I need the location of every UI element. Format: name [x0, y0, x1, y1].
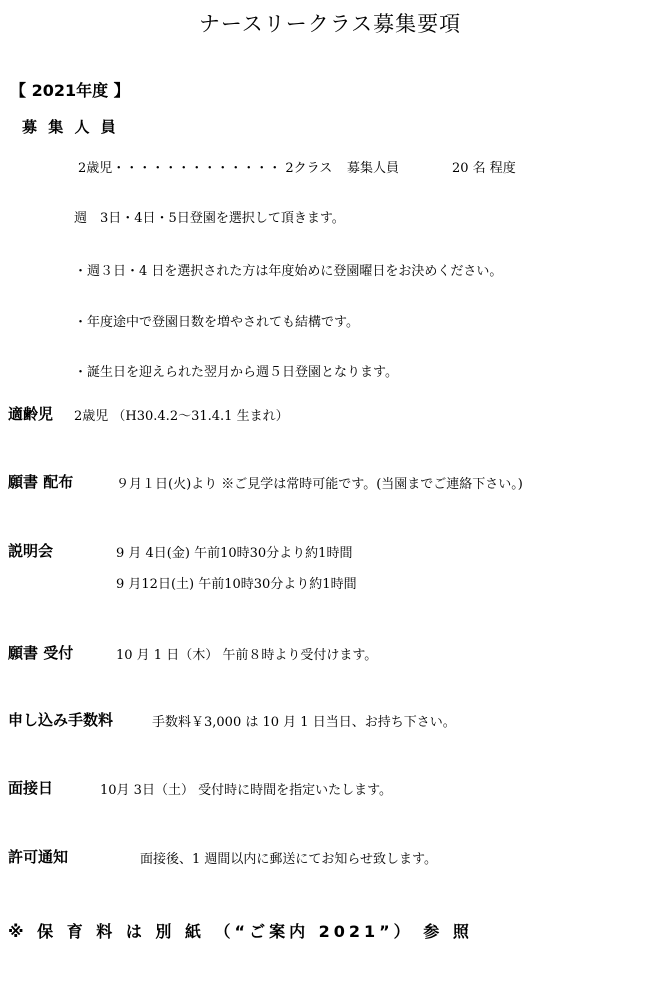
interview-label: 面接日	[8, 779, 54, 797]
application-distribution-label: 願書 配布	[8, 473, 74, 491]
briefing-session: 9 月12日(土) 午前10時30分より約1時間	[116, 577, 357, 592]
fee-value: 手数料￥3,000 は 10 月 1 日当日、お持ち下さい。	[152, 715, 456, 730]
page-title: ナースリークラス募集要項	[198, 12, 462, 36]
recruit-note: ・年度途中で登園日数を増やされても結構です。	[74, 315, 359, 330]
briefing-session: 9 月 4日(金) 午前10時30分より約1時間	[116, 546, 353, 561]
fee-label: 申し込み手数料	[8, 711, 114, 729]
recruit-count-label: 募集人員	[347, 161, 400, 176]
application-distribution-value: ９月１日(火)より ※ご見学は常時可能です。(当園までご連絡下さい。)	[116, 477, 523, 492]
recruit-note: 週 3日・4日・5日登園を選択して頂きます。	[74, 211, 345, 226]
notification-value: 面接後、1 週間以内に郵送にてお知らせ致します。	[140, 852, 437, 867]
briefing-label: 説明会	[8, 542, 54, 560]
recruit-note: ・週３日・4 日を選択された方は年度始めに登園曜日をお決めください。	[74, 264, 503, 279]
year-heading: 【 2021年度 】	[10, 81, 130, 100]
recruit-class-line: 2歳児・・・・・・・・・・・・・ 2クラス	[78, 161, 333, 176]
notification-label: 許可通知	[8, 848, 69, 866]
interview-value: 10月 3日（土） 受付時に時間を指定いたします。	[100, 783, 393, 798]
footer-note: ※ 保 育 料 は 別 紙 （“ご案内 2021”） 参 照	[8, 922, 473, 941]
application-reception-label: 願書 受付	[8, 644, 74, 662]
recruit-count-value: 20 名 程度	[452, 161, 516, 176]
application-reception-value: 10 月 1 日（木） 午前８時より受付けます。	[116, 648, 378, 663]
eligibility-label: 適齢児	[8, 405, 54, 423]
eligibility-value: 2歳児 （H30.4.2～31.4.1 生まれ）	[74, 409, 289, 424]
recruit-note: ・誕生日を迎えられた翌月から週５日登園となります。	[74, 365, 398, 380]
recruit-label: 募 集 人 員	[22, 118, 119, 136]
